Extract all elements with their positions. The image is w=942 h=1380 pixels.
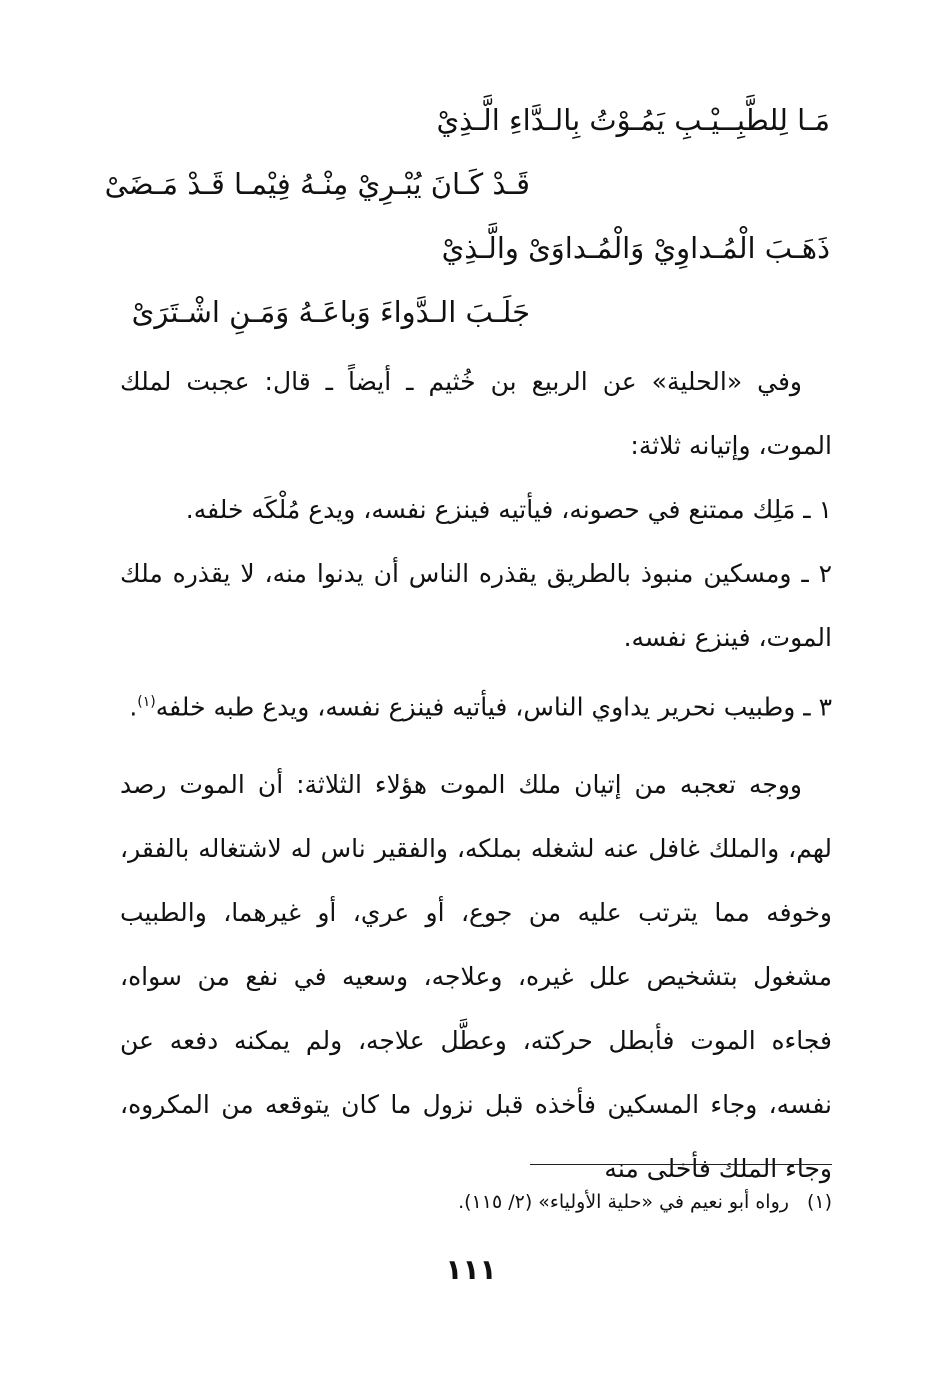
- footnote-divider: [530, 1164, 832, 1165]
- page-number: ١١١: [445, 1253, 497, 1286]
- list-item-3-text: ٣ ـ وطبيب نحرير يداوي الناس، فيأتيه فينزع نفسه، ويدع طبه خلفه: [155, 692, 832, 722]
- poem: [104, 88, 830, 344]
- intro-paragraph: وفي «الحلية» عن الربيع بن خُثيم ـ أيضاً ـ قال: عجبت لملك الموت، وإتيانه ثلاثة:: [120, 367, 832, 460]
- list-item-2: ٢ ـ ومسكين منبوذ بالطريق يقذره الناس أن يدنوا منه، لا يقذره ملك الموت، فينزع نفسه.: [120, 559, 832, 652]
- footnote-number: (١): [806, 1191, 832, 1213]
- footnote-marker[interactable]: (١): [137, 694, 156, 710]
- footnote-text: رواه أبو نعيم في «حلية الأولياء» (٢/ ١١٥).: [458, 1191, 789, 1213]
- list-item-3: [120, 670, 832, 739]
- poem-verse-3: ذَهَـبَ الْمُـداوِيْ وَالْمُـداوَىْ والَّـذِيْ: [441, 231, 830, 265]
- poem-verse-2: قَـدْ كَـانَ يُبْـرِيْ مِنْـهُ فِيْمـا قَـدْ مَـضَىْ: [104, 167, 530, 201]
- poem-verse-1: مَـا لِلطَّبِــيْـبِ يَمُـوْتُ بِالـدَّاءِ الَّـذِيْ: [436, 103, 830, 137]
- poem-verse-4: جَلَـبَ الـدَّواءَ وَباعَـهُ وَمَـنِ اشْـتَرَىْ: [131, 295, 530, 329]
- main-text: [120, 350, 832, 1201]
- list-item-3-end: .: [129, 692, 138, 722]
- explanation-paragraph: ووجه تعجبه من إتيان ملك الموت هؤلاء الثلاثة: أن الموت رصد لهم، والملك غافل عنه لشغله بملكه، والفقير ناس له لاشتغاله بالفقر، وخوفه مما يترتب عليه من جوع، أو عري، أو غيرهما، والطبيب مشغول بتشخيص علل غيره، وعلاجه، وسعيه في نفع من سواه، فجاءه الموت فأبطل حركته، وعطَّل علاجه، ولم يمكنه دفعه عن نفسه، وجاء المسكين فأخذه قبل نزول ما كان يتوقعه من المكروه، وجاء الملك فأخلى منه: [120, 770, 832, 1184]
- list-item-1: ١ ـ مَلِك ممتنع في حصونه، فيأتيه فينزع نفسه، ويدع مُلْكَه خلفه.: [185, 495, 832, 524]
- footnote: [120, 1182, 832, 1222]
